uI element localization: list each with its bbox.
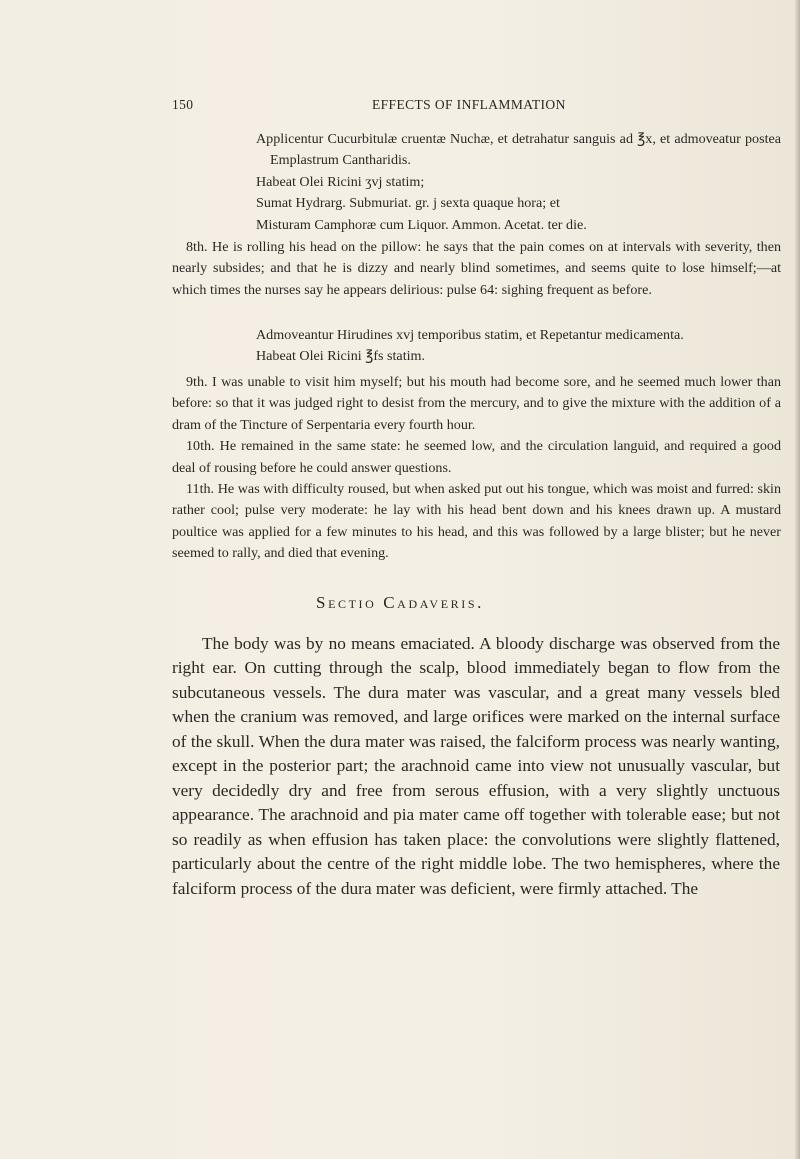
case-entry-text: 8th. He is rolling his head on the pillow: he says that the pain comes on at intervals with severity, then nearly subsides; and that he is dizzy and nearly blind sometimes, and seems quite to lose himself;—at which times the nurses say he appears delirious: pulse 64: sighing frequent as before. — [172, 239, 781, 298]
case-entry-9th: 9th. I was unable to visit him myself; but his mouth had become sore, and he seemed much lower than before: so that it was judged right to desist from the mercury, and to give the mixture with the addition of a dram of the Tincture of Serpentaria every fourth hour. — [172, 374, 781, 433]
case-entry-8th — [172, 237, 781, 301]
running-head: EFFECTS OF INFLAMMATION — [372, 97, 566, 112]
case-entry-10th: 10th. He remained in the same state: he seemed low, and the circulation languid, and required a good deal of rousing before he could answer questions. — [172, 438, 781, 476]
prescription-line: Habeat Olei Ricini ℥fs statim. — [256, 348, 426, 365]
case-entries — [172, 372, 781, 565]
page-number: 150 — [172, 97, 194, 112]
page-edge-shadow — [794, 0, 800, 1159]
section-heading: Sectio Cadaveris. — [316, 593, 484, 612]
body-paragraph: The body was by no means emaciated. A bloody discharge was observed from the right ear. On cutting through the scalp, blood immediately began to flow from the subcutaneous vessels. The dura mater was vascular, and a great many vessels bled when the cranium was removed, and large orifices were marked on the internal surface of the skull. When the dura mater was raised, the falciform process was nearly wanting, except in the posterior part; the arachnoid came into view not unusually vascular, but very decidedly dry and free from serous effusion, with a very slightly unctuous appearance. The arachnoid and pia mater came off together with tolerable ease; but not so readily as when effusion has taken place: the convolutions were slightly flattened, particularly about the centre of the right middle lobe. The two hemispheres, where the falciform process of the dura mater was deficient, were firmly attached. The — [172, 634, 780, 898]
autopsy-text — [172, 632, 780, 901]
prescription-line: Admoveantur Hirudines xvj temporibus statim, et Repetantur medicamenta. — [256, 327, 684, 343]
prescription-line: Misturam Camphoræ cum Liquor. Ammon. Acetat. ter die. — [256, 216, 587, 233]
prescription-line: Applicentur Cucurbitulæ cruentæ Nuchæ, et detrahatur sanguis ad ℥x, et admoveatur postea Emplastrum Cantharidis. — [256, 131, 781, 169]
prescription-block-1 — [172, 129, 781, 236]
prescription-block-2 — [172, 325, 781, 368]
prescription-line: Habeat Olei Ricini ʒvj statim; — [256, 173, 425, 190]
prescription-line: Sumat Hydrarg. Submuriat. gr. j sexta quaque hora; et — [256, 195, 560, 212]
case-entry-11th: 11th. He was with difficulty roused, but when asked put out his tongue, which was moist and furred: skin rather cool; pulse very moderate: he lay with his head bent down and his knees drawn up. A mustard poultice was applied for a few minutes to his head, and this was followed by a large blister; but he never seemed to rally, and died that evening. — [172, 481, 781, 562]
